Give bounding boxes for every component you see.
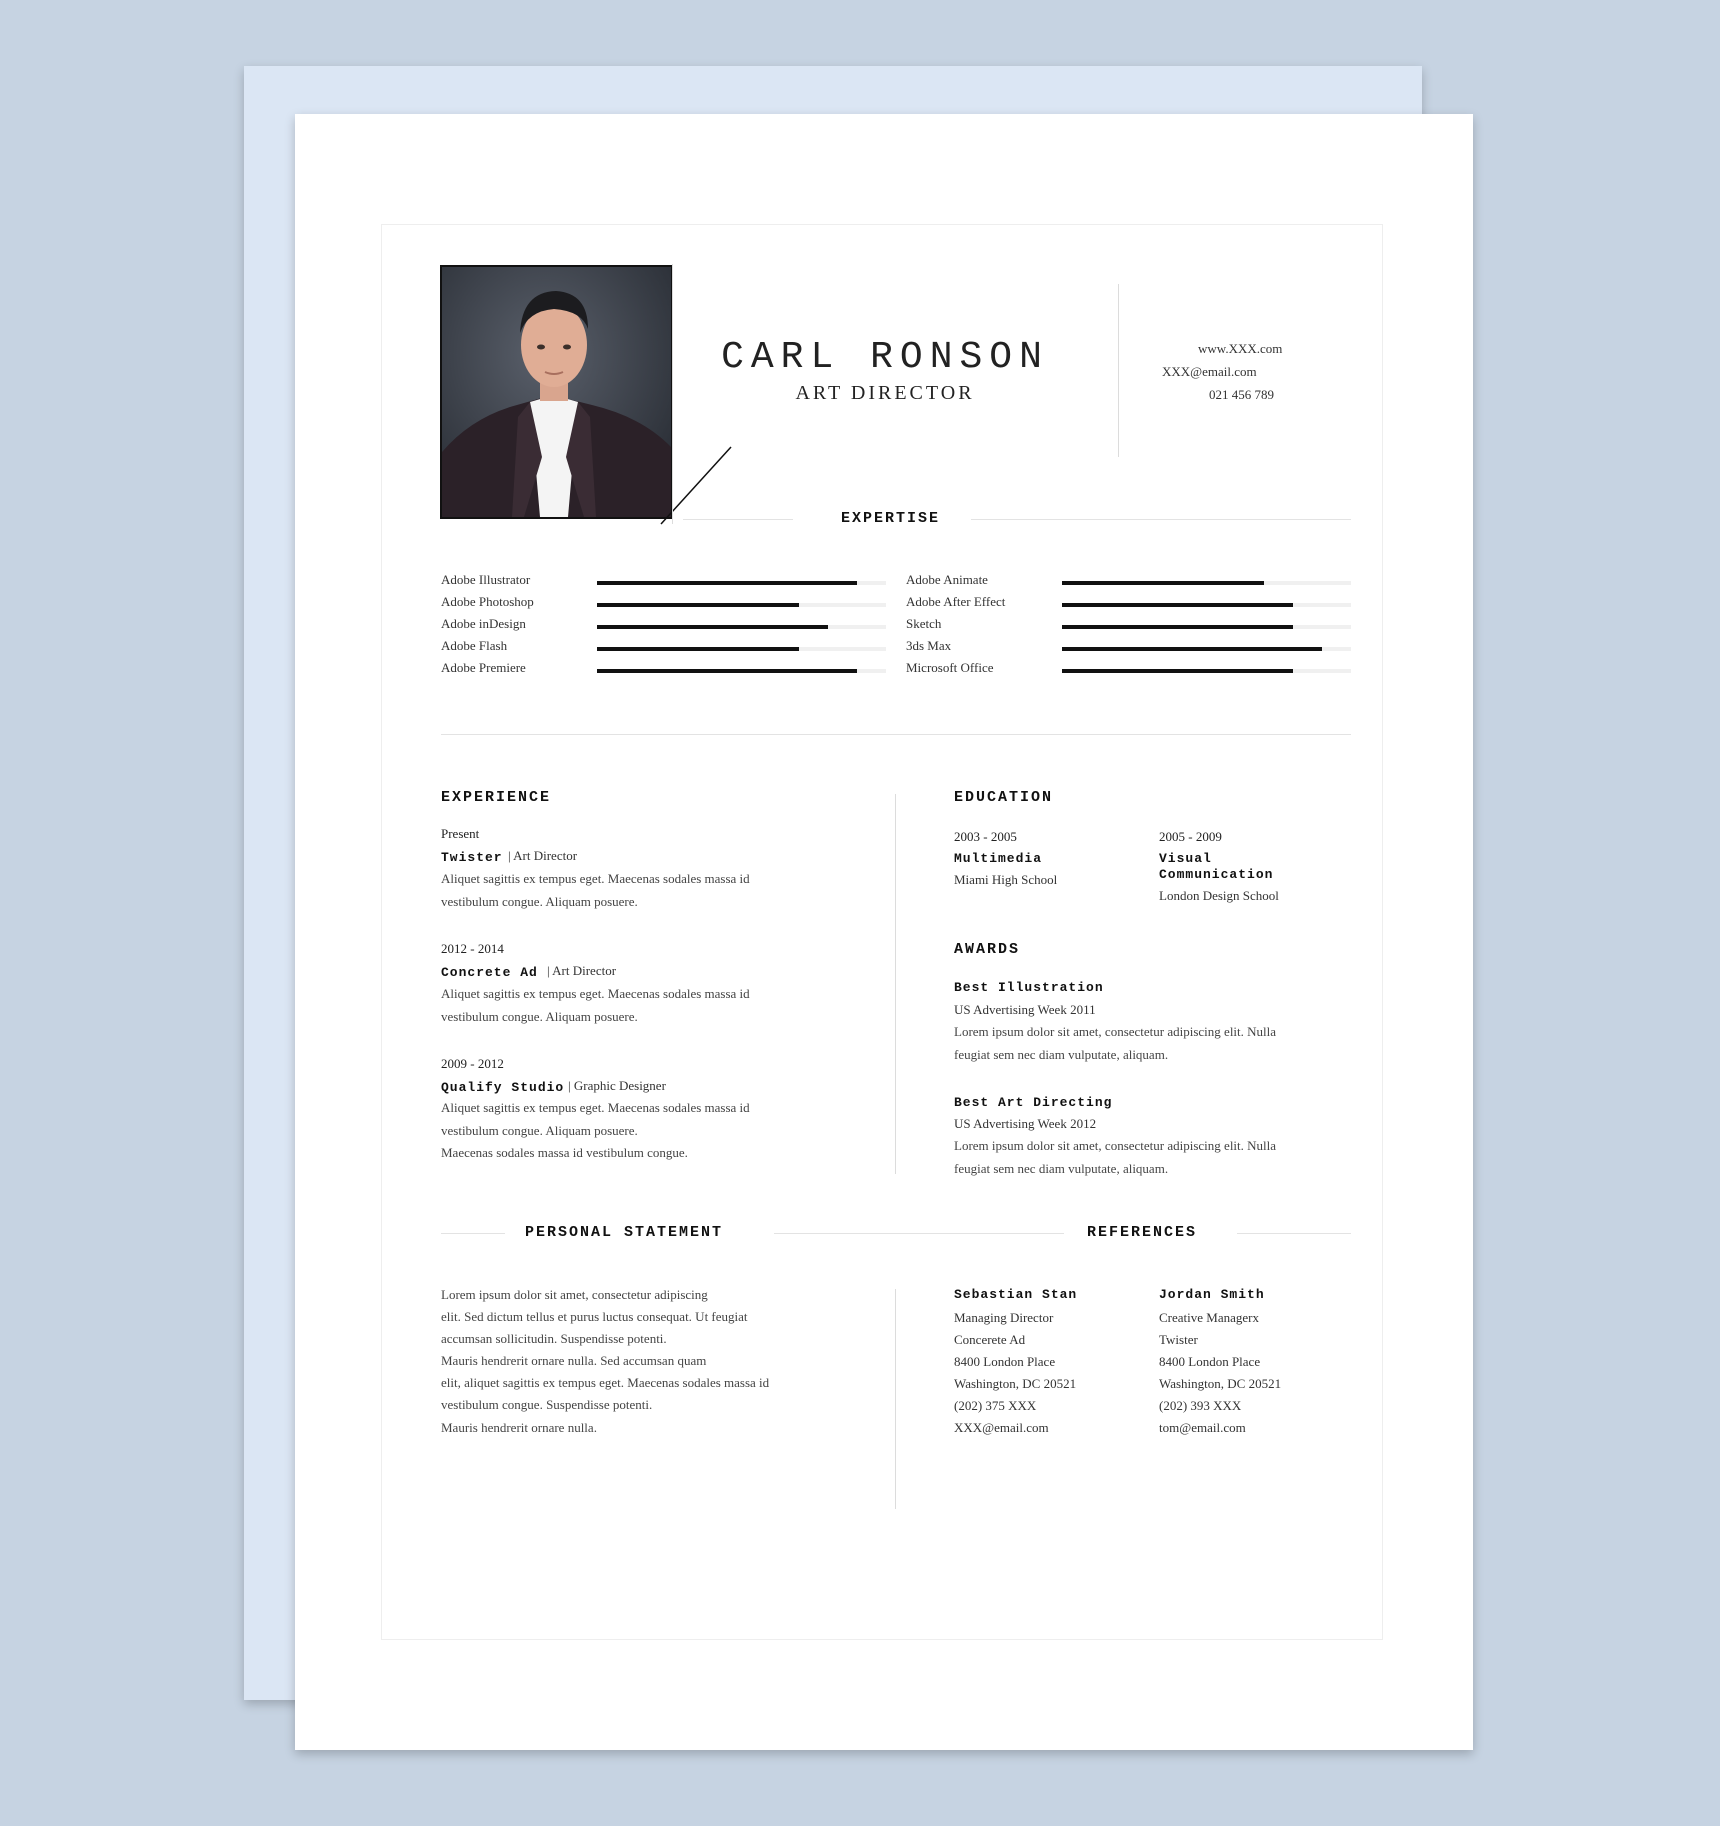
experience-description: vestibulum congue. Aliquam posuere. [441,894,638,909]
skill-label: 3ds Max [906,638,952,653]
skill-bar-fill [597,603,799,607]
reference-email[interactable]: tom@email.com [1159,1420,1246,1435]
skill-bar-track [1062,625,1351,629]
skill-bar-fill [597,625,828,629]
experience-role: | Art Director [547,963,617,978]
experience-date: 2012 - 2014 [441,941,504,956]
contact-phone: 021 456 789 [1209,387,1274,402]
statement-line: Lorem ipsum dolor sit amet, consectetur adipiscing [441,1287,708,1302]
reference-name: Jordan Smith [1159,1287,1265,1302]
statement-rule-left [441,1233,505,1234]
experience-description: Aliquet sagittis ex tempus eget. Maecenas sodales massa id [441,1100,750,1115]
contact-divider-line [1118,284,1119,457]
skill-bar-track [597,647,886,651]
reference-city: Washington, DC 20521 [954,1376,1077,1391]
skill-bar-fill [1062,669,1293,673]
references-rule-right [1237,1233,1351,1234]
experience-company: Qualify Studio [441,1080,565,1095]
statement-line: elit, aliquet sagittis ex tempus eget. Maecenas sodales massa id [441,1375,770,1390]
skill-label: Adobe After Effect [906,594,1006,609]
column-divider-line-lower [895,1289,896,1509]
skill-label: Adobe Animate [906,572,988,587]
experience-description: Maecenas sodales massa id vestibulum congue. [441,1145,688,1160]
award-description: feugiat sem nec diam vulputate, aliquam. [954,1161,1169,1176]
awards-heading: AWARDS [954,941,1021,958]
education-field: Multimedia [954,851,1043,866]
skill-label: Sketch [906,616,942,631]
statement-line: Mauris hendrerit ornare nulla. [441,1420,597,1435]
column-divider-line [895,794,896,1174]
award-description: Lorem ipsum dolor sit amet, consectetur adipiscing elit. Nulla [954,1024,1277,1039]
contact-website[interactable]: www.XXX.com [1198,341,1283,356]
award-event: US Advertising Week 2011 [954,1002,1096,1017]
experience-role: | Graphic Designer [568,1078,666,1093]
skill-label: Adobe inDesign [441,616,526,631]
personal-statement-heading: PERSONAL STATEMENT [525,1224,724,1241]
skill-label: Adobe Photoshop [441,594,534,609]
education-school: Miami High School [954,872,1058,887]
skill-bar-fill [1062,581,1264,585]
award-title: Best Art Directing [954,1095,1113,1110]
skill-bar-fill [1062,647,1322,651]
reference-address: 8400 London Place [954,1354,1056,1369]
experience-description: vestibulum congue. Aliquam posuere. [441,1009,638,1024]
candidate-title: ART DIRECTOR [795,382,975,404]
skill-bar-track [597,669,886,673]
statement-line: vestibulum congue. Suspendisse potenti. [441,1397,653,1412]
experience-company: Concrete Ad [441,965,538,980]
award-event: US Advertising Week 2012 [954,1116,1097,1131]
skill-label: Microsoft Office [906,660,994,675]
skill-bar-fill [597,669,857,673]
skill-label: Adobe Flash [441,638,508,653]
statement-line: accumsan sollicitudin. Suspendisse potenti. [441,1331,667,1346]
education-field: Communication [1159,867,1274,882]
skill-label: Adobe Premiere [441,660,526,675]
experience-date: Present [441,826,480,841]
skill-bar-fill [597,581,857,585]
reference-company: Twister [1159,1332,1198,1347]
skill-bar-track [597,581,886,585]
experience-description: vestibulum congue. Aliquam posuere. [441,1123,638,1138]
skill-bar-fill [1062,625,1293,629]
reference-city: Washington, DC 20521 [1159,1376,1282,1391]
expertise-rule-right [971,519,1351,520]
reference-company: Concerete Ad [954,1332,1026,1347]
reference-phone: (202) 393 XXX [1159,1398,1242,1413]
education-field: Visual [1159,851,1212,866]
education-school: London Design School [1159,888,1279,903]
skill-label: Adobe Illustrator [441,572,531,587]
statement-line: Mauris hendrerit ornare nulla. Sed accumsan quam [441,1353,707,1368]
experience-date: 2009 - 2012 [441,1056,504,1071]
skill-bar-track [1062,669,1351,673]
reference-email[interactable]: XXX@email.com [954,1420,1049,1435]
experience-description: Aliquet sagittis ex tempus eget. Maecenas sodales massa id [441,871,750,886]
award-description: feugiat sem nec diam vulputate, aliquam. [954,1047,1169,1062]
education-date: 2005 - 2009 [1159,829,1222,844]
references-heading: REFERENCES [1087,1224,1198,1241]
skill-bar-track [1062,581,1351,585]
award-title: Best Illustration [954,980,1104,995]
expertise-bottom-rule [441,734,1351,735]
skill-bar-track [1062,647,1351,651]
skill-bar-track [597,603,886,607]
experience-description: Aliquet sagittis ex tempus eget. Maecenas sodales massa id [441,986,750,1001]
education-date: 2003 - 2005 [954,829,1017,844]
resume-page [295,114,1473,1750]
contact-email[interactable]: XXX@email.com [1162,364,1257,379]
award-description: Lorem ipsum dolor sit amet, consectetur adipiscing elit. Nulla [954,1138,1277,1153]
skill-bar-fill [1062,603,1293,607]
skill-bar-track [597,625,886,629]
expertise-rule-left [683,519,793,520]
reference-name: Sebastian Stan [954,1287,1078,1302]
statement-line: elit. Sed dictum tellus et purus luctus consequat. Ut feugiat [441,1309,748,1324]
reference-position: Creative Managerx [1159,1310,1259,1325]
skill-bar-fill [597,647,799,651]
reference-address: 8400 London Place [1159,1354,1261,1369]
reference-position: Managing Director [954,1310,1054,1325]
experience-heading: EXPERIENCE [441,789,552,806]
statement-rule-right [774,1233,1064,1234]
experience-role: | Art Director [508,848,578,863]
skill-bar-track [1062,603,1351,607]
education-heading: EDUCATION [954,789,1054,806]
experience-company: Twister [441,850,503,865]
expertise-heading: EXPERTISE [841,510,941,527]
candidate-name: CARL RONSON [721,336,1049,379]
reference-phone: (202) 375 XXX [954,1398,1037,1413]
